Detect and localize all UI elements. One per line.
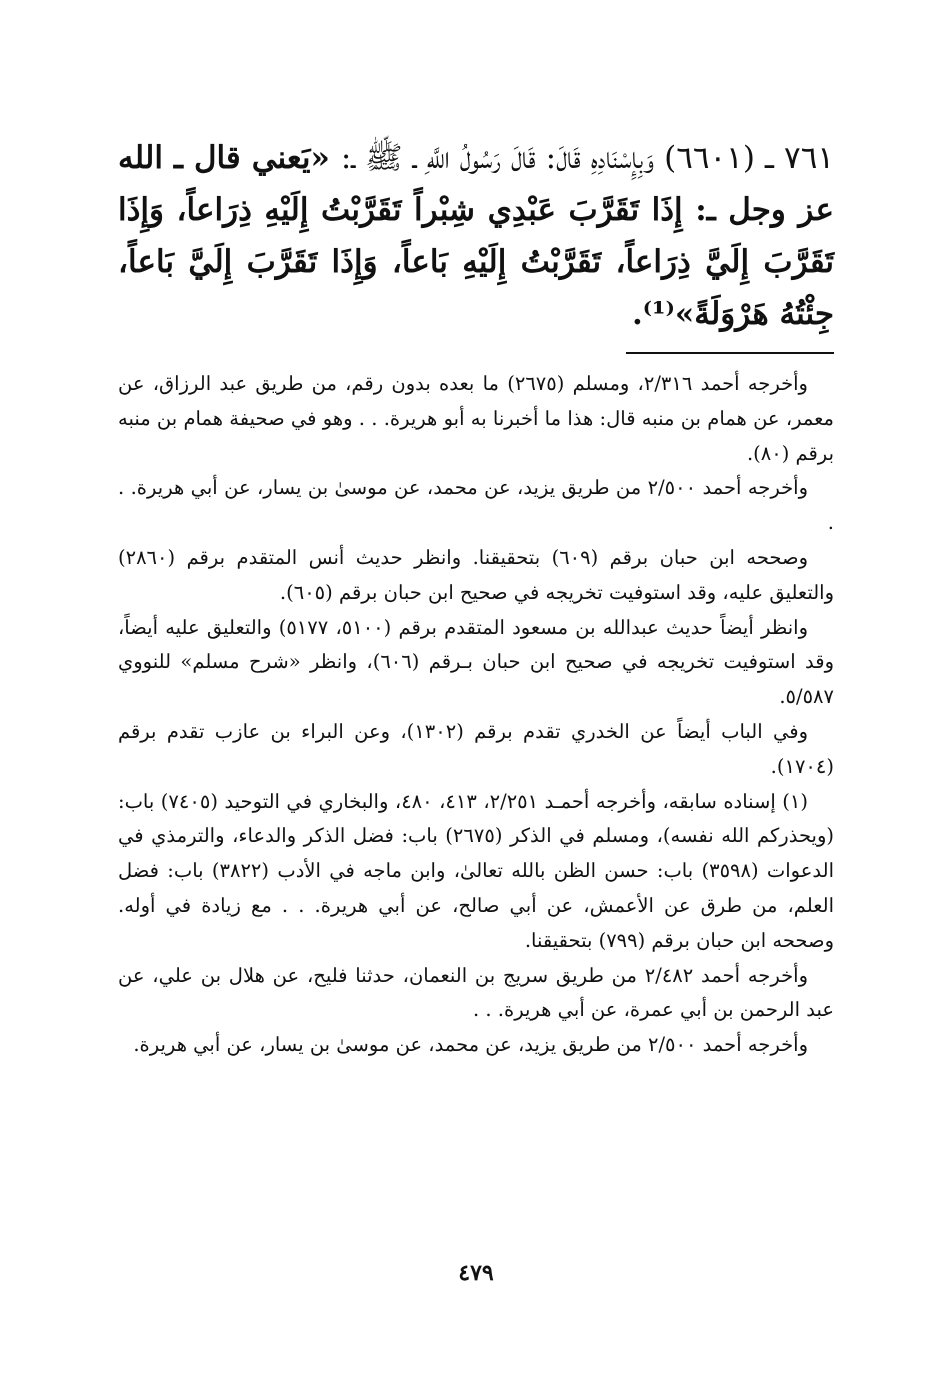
footnote-separator — [626, 352, 834, 354]
footnote-paragraph: (١) إسناده سابقه، وأخرجه أحمـد ٢/٢٥١، ٤١٣، ٤٨٠، والبخاري في التوحيد (٧٤٠٥) باب: (ويحذركم الله نفسه)، ومسلم في الذكر (٢٦٧٥) باب: فضل الذكر والدعاء، والترمذي في الدعوات (٣٥٩٨) باب: حسن الظن بالله تعالىٰ، وابن ماجه في الأدب (٣٨٢٢) باب: فضل العلم، من طرق عن الأعمش، عن أبي صالح، عن أبي هريرة. . . مع زيادة في أوله. وصححه ابن حبان برقم (٧٩٩) بتحقيقنا. — [118, 789, 834, 952]
footnote-paragraph: وانظر أيضاً حديث عبدالله بن مسعود المتقدم برقم (٥١٠٠، ٥١٧٧) والتعليق عليه أيضاً، وقد استوفيت تخريجه في صحيح ابن حبان بـرقم (٦٠٦)، وانظر «شرح مسلم» للنووي ٥/٥٨٧. — [118, 615, 834, 709]
footnotes — [118, 367, 834, 1063]
footnote-paragraph: وأخرجه أحمد ٢/٥٠٠ من طريق يزيد، عن محمد، عن موسىٰ بن يسار، عن أبي هريرة. — [133, 1033, 808, 1057]
footnote-paragraph: وأخرجه أحمد ٢/٥٠٠ من طريق يزيد، عن محمد، عن موسىٰ بن يسار، عن أبي هريرة. . . — [118, 476, 834, 535]
book-page — [118, 0, 834, 1380]
footnote-paragraph: وفي الباب أيضاً عن الخدري تقدم برقم (١٣٠٢)، وعن البراء بن عازب تقدم برقم (١٧٠٤). — [118, 719, 834, 778]
page-number: ٤٧٩ — [458, 1260, 494, 1286]
hadith-chain: ٧٦١ ـ (٦٦٠١) وَبِإِسْنَادِهِ قَالَ: قَالَ رَسُولُ اللَّهِ ـ ﷺ ـ: — [340, 140, 834, 176]
footnote-paragraph: وأخرجه أحمد ٢/٤٨٢ من طريق سريج بن النعمان، حدثنا فليح، عن هلال بن علي، عن عبد الرحمن بن أبي عمرة، عن أبي هريرة. . . — [118, 963, 834, 1022]
footnote-paragraph: وصححه ابن حبان برقم (٦٠٩) بتحقيقنا. وانظر حديث أنس المتقدم برقم (٢٨٦٠) والتعليق عليه، وقد استوفيت تخريجه في صحيح ابن حبان برقم (٦٠٥). — [118, 545, 834, 604]
hadith-matn: «يَعني قال ـ الله عز وجل ـ: إِذَا تَقَرَّبَ عَبْدِي شِبْراً تَقَرَّبْتُ إِلَيْهِ ذِرَاعاً، وَإِذَا تَقَرَّبَ إِلَيَّ ذِرَاعاً، تَقَرَّبْتُ إِلَيْهِ بَاعاً، وَإِذَا تَقَرَّبَ إِلَيَّ بَاعاً، جِئْتُهُ هَرْوَلَةً»⁽¹⁾. — [118, 140, 834, 332]
hadith-text — [118, 132, 834, 340]
footnote-paragraph: وأخرجه أحمد ٢/٣١٦، ومسلم (٢٦٧٥) ما بعده بدون رقم، من طريق عبد الرزاق، عن معمر، عن همام بن منبه قال: هذا ما أخبرنا به أبو هريرة. . . وهو في صحيفة همام بن منبه برقم (٨٠). — [118, 372, 834, 465]
